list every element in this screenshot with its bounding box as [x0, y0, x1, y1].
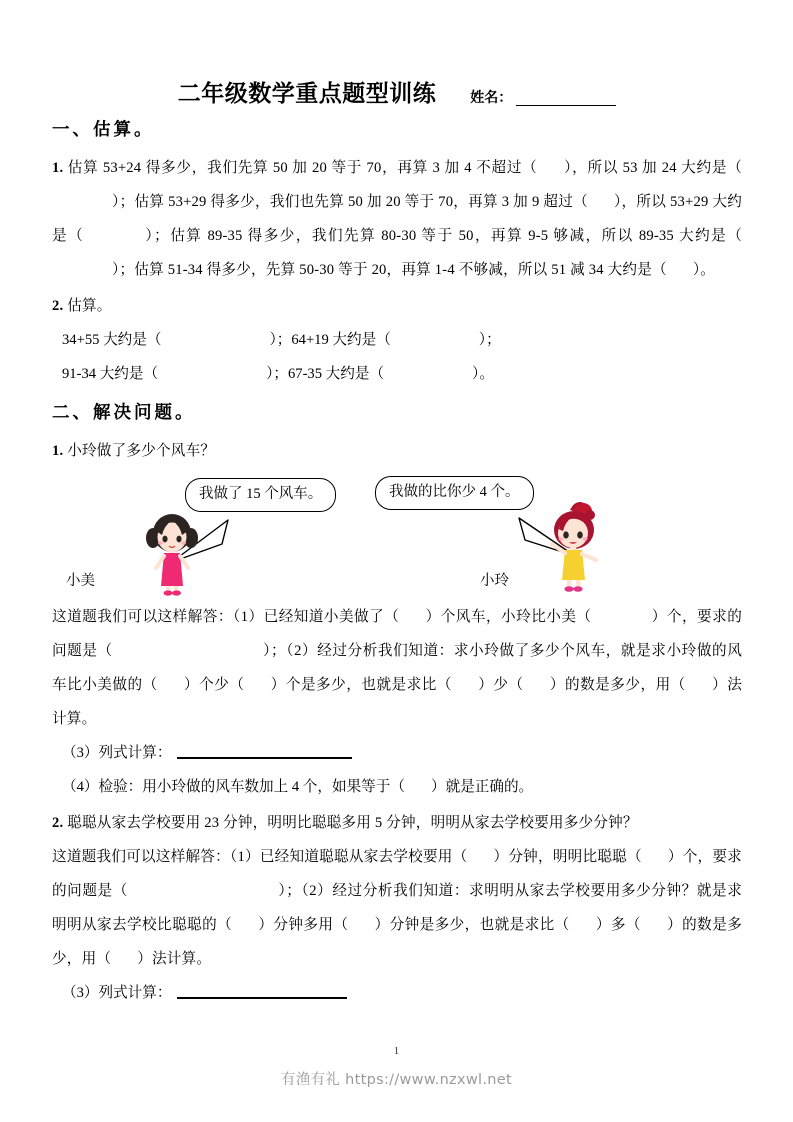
question-2-1-step4	[52, 770, 742, 804]
analysis-text: ）个，要求的问题是（	[52, 849, 742, 899]
estimation-expr-close: ）；	[478, 332, 501, 348]
watermark: 有渔有礼 https://www.nzxwl.net	[281, 1072, 512, 1088]
analysis-text: ）分钟是多少，也就是求比（	[374, 917, 570, 933]
step3-label: （3）列式计算：	[62, 985, 172, 1001]
question-2-2-number: 2.	[52, 815, 64, 831]
estimation-expr: 67-35 大约是（	[287, 366, 385, 382]
question-2-2-analysis	[52, 840, 742, 976]
question-2-1-step3	[52, 736, 742, 770]
question-1-2-text: 估算。	[67, 298, 112, 314]
illustration-windmills	[52, 472, 742, 600]
estimation-expr: 91-34 大约是（	[62, 366, 159, 382]
document-header	[52, 72, 742, 106]
speech-bubble-xiaomei: 我做了 15 个风车。	[185, 478, 336, 512]
question-2-1-text: 小玲做了多少个风车？	[67, 443, 216, 459]
analysis-text: ）；（2）经过分析我们知道：求明明从家去学校要用多少分钟？就是求明明从家去学校比聪聪的（	[52, 883, 742, 933]
section-heading-estimation: 一、估算。	[52, 120, 155, 140]
question-1-1-text-f: ）；估算 51-34 得多少，先算 50-30 等于 20，再算 1-4 不够减，所以 51 减 34 大约是（	[112, 262, 667, 278]
answer-rule[interactable]	[177, 743, 352, 759]
analysis-text: ）分钟多用（	[258, 917, 349, 933]
question-1-1-text-b: ），所以 53 加 24 大约是（	[563, 160, 742, 176]
analysis-text: ）少（	[477, 677, 524, 693]
estimation-expr-close: ）。	[472, 366, 494, 382]
section-heading-word-problems: 二、解决问题。	[52, 403, 196, 423]
analysis-text: ）多（	[595, 917, 641, 933]
character-label-xiaomei: 小美	[66, 573, 95, 589]
answer-rule[interactable]	[177, 983, 347, 999]
analysis-text: ）个少（	[183, 677, 245, 693]
analysis-text: ）个风车，小玲比小美（	[425, 609, 592, 625]
analysis-text: ）；（2）经过分析我们知道：求小玲做了多少个风车，就是求小玲做的风车比小美做的（	[52, 643, 742, 693]
estimation-expr: 64+19 大约是（	[291, 332, 391, 348]
question-1-1-text-e: ）；估算 89-35 得多少，我们先算 80-30 等于 50，再算 9-5 够减，所以 89-35 大约是（	[144, 228, 743, 244]
analysis-text: ）的数是多少，用（	[549, 677, 686, 693]
analysis-text: ）法计算。	[52, 677, 742, 727]
question-1-1-text-c: ）；估算 53+29 得多少，我们也先算 50 加 20 等于 70，再算 3 加 9 超过（	[112, 194, 588, 210]
page-number: 1	[394, 1046, 399, 1057]
analysis-text: ）个是多少，也就是求比（	[270, 677, 452, 693]
step4-text: ）就是正确的。	[430, 779, 534, 795]
page-title: 二年级数学重点题型训练	[177, 81, 437, 107]
estimation-expr: 34+55 大约是（	[62, 332, 162, 348]
analysis-text: ）法计算。	[137, 951, 212, 967]
analysis-text: ）个，要求的问题是（	[52, 609, 742, 659]
student-name-field	[470, 91, 616, 106]
question-1-2-number: 2.	[52, 298, 64, 314]
question-1-2	[52, 289, 742, 323]
estimation-expr-close: ）；	[266, 366, 288, 382]
question-2-2-text: 聪聪从家去学校要用 23 分钟，明明比聪聪多用 5 分钟，明明从家去学校要用多少分钟？	[67, 815, 638, 831]
character-label-xiaoling: 小玲	[480, 573, 509, 589]
step4-text: （4）检验：用小玲做的风车数加上 4 个，如果等于（	[62, 779, 405, 795]
analysis-text: ）的数是多少，用（	[52, 917, 742, 967]
question-1-1-text-a: 估算 53+24 得多少，我们先算 50 加 20 等于 70，再算 3 加 4 不超过（	[67, 160, 538, 176]
question-2-1-analysis	[52, 600, 742, 736]
question-2-2-step3	[52, 976, 742, 1010]
question-2-2-prompt	[52, 806, 742, 840]
question-1-1-number: 1.	[52, 160, 64, 176]
estimation-row-2	[52, 357, 742, 391]
analysis-text: ）分钟，明明比聪聪（	[493, 849, 642, 865]
girl-xiaoling-illustration	[546, 498, 604, 594]
analysis-text: 这道题我们可以这样解答：（1）已经知道小美做了（	[52, 609, 400, 625]
question-2-1-number: 1.	[52, 443, 64, 459]
student-name-blank[interactable]	[516, 92, 616, 106]
page-content	[52, 0, 742, 1010]
estimation-row-1	[52, 323, 742, 357]
question-1-1-text-g: ）。	[692, 262, 716, 278]
question-1-1	[52, 151, 742, 287]
question-1-1-text-d: ），所以 53+29 大约是（	[52, 194, 742, 244]
analysis-text: 这道题我们可以这样解答：（1）已经知道聪聪从家去学校要用（	[52, 849, 468, 865]
step3-label: （3）列式计算：	[62, 745, 172, 761]
question-2-1-prompt	[52, 434, 742, 468]
speech-bubble-xiaoling: 我做的比你少 4 个。	[375, 476, 534, 510]
girl-xiaomei-illustration	[144, 506, 200, 596]
estimation-expr-close: ）；	[269, 332, 292, 348]
student-name-label: 姓名：	[470, 90, 513, 106]
